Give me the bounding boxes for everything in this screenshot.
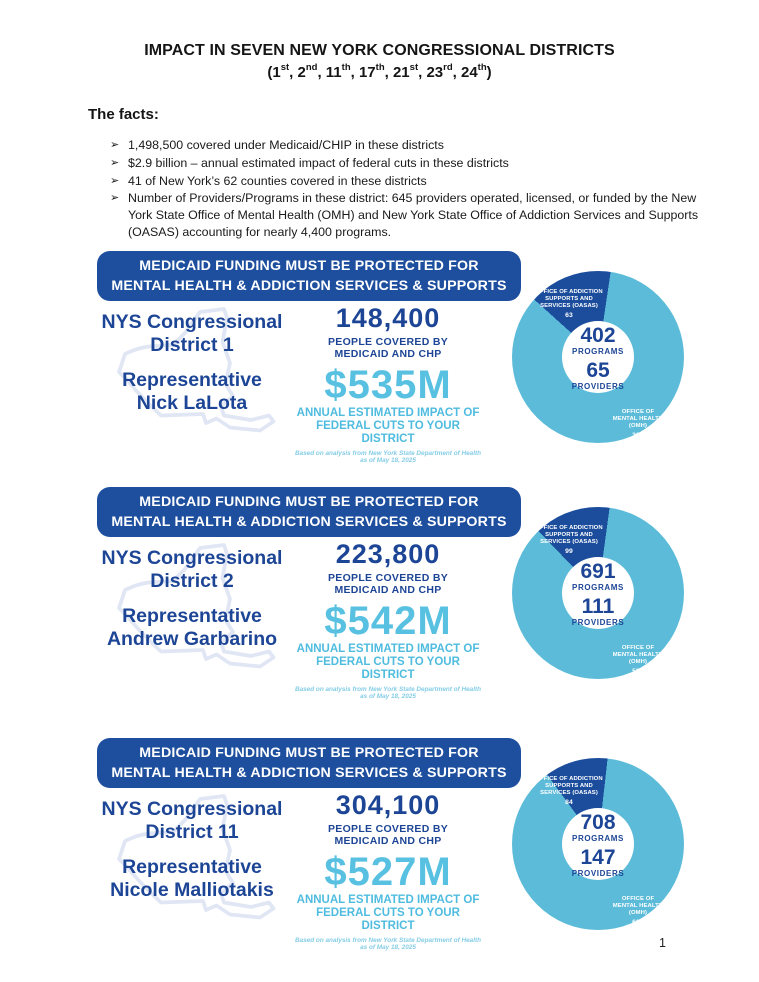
omh-value: 624 <box>632 918 644 926</box>
district-name-line: NYS Congressional <box>101 311 283 333</box>
banner-line: MENTAL HEALTH & ADDICTION SERVICES & SUPPORTS <box>111 514 507 530</box>
district-name-line: NYS Congressional <box>101 798 283 820</box>
banner-line: MEDICAID FUNDING MUST BE PROTECTED FOR <box>139 494 479 510</box>
omh-label-line: OFFICE OF <box>621 409 655 415</box>
programs-label: PROGRAMS <box>572 583 624 592</box>
programs-count: 402 <box>580 324 616 347</box>
covered-label-line: PEOPLE COVERED BY <box>327 336 449 348</box>
impact-label-line: ANNUAL ESTIMATED IMPACT OF <box>296 643 480 655</box>
omh-label-line: (OMH) <box>628 423 648 430</box>
omh-slice-label <box>604 896 672 926</box>
district-section-1 <box>0 251 759 464</box>
providers-count: 65 <box>586 359 610 382</box>
impact-label <box>292 643 484 682</box>
district-identity <box>78 311 306 414</box>
oasas-label-line: SUPPORTS AND <box>545 532 593 539</box>
impact-label-line: ANNUAL ESTIMATED IMPACT OF <box>296 894 480 906</box>
banner-line: MENTAL HEALTH & ADDICTION SERVICES & SUPPORTS <box>111 765 507 781</box>
covered-label-line: PEOPLE COVERED BY <box>327 572 449 584</box>
district-section-3 <box>0 738 759 951</box>
oasas-value: 63 <box>565 311 573 319</box>
subtitle-part: , 2 <box>289 64 306 81</box>
representative-line: Andrew Garbarino <box>106 627 278 650</box>
oasas-label-line: SUPPORTS AND <box>545 296 593 303</box>
omh-label-line: MENTAL HEALTH <box>612 416 664 423</box>
district-stats <box>292 792 484 951</box>
district-name-line: District 1 <box>150 333 234 356</box>
impact-amount: $527M <box>324 850 452 894</box>
district-name-line: District 2 <box>150 569 234 592</box>
omh-label-line: MENTAL HEALTH <box>612 903 664 910</box>
providers-count: 111 <box>581 595 615 618</box>
covered-count: 148,400 <box>335 303 441 333</box>
oasas-label-line: SERVICES (OASAS) <box>540 790 598 797</box>
covered-label-line: MEDICAID AND CHP <box>334 584 442 596</box>
medicaid-protection-banner <box>97 487 521 537</box>
representative-line: Representative <box>122 605 262 627</box>
subtitle-part: , 17 <box>350 64 376 81</box>
impact-label-line: FEDERAL CUTS TO YOUR DISTRICT <box>316 656 460 681</box>
programs-label: PROGRAMS <box>572 834 624 843</box>
subtitle-sup: st <box>409 62 419 73</box>
impact-label-line: ANNUAL ESTIMATED IMPACT OF <box>296 407 480 419</box>
source-note: Based on analysis from New York State Department of Health as of May 18, 2025 <box>294 937 482 951</box>
subtitle-part: ) <box>486 64 492 81</box>
facts-heading: The facts: <box>88 106 159 123</box>
oasas-label-line: OFFICE OF ADDICTION <box>535 289 603 295</box>
impact-label <box>292 894 484 933</box>
covered-label <box>292 336 484 360</box>
district-name <box>78 798 306 843</box>
covered-label <box>292 823 484 847</box>
subtitle-sup: th <box>375 62 385 73</box>
oasas-slice-label <box>518 525 620 555</box>
bullet-arrow-icon: ➢ <box>110 139 120 151</box>
banner-line: MEDICAID FUNDING MUST BE PROTECTED FOR <box>139 258 479 274</box>
providers-label: PROVIDERS <box>571 618 625 627</box>
representative-line: Nick LaLota <box>136 391 248 414</box>
omh-label-line: OFFICE OF <box>621 896 655 902</box>
impact-label <box>292 407 484 446</box>
providers-label: PROVIDERS <box>571 869 625 878</box>
oasas-label-line: SUPPORTS AND <box>545 783 593 790</box>
programs-donut-chart <box>512 271 684 443</box>
subtitle-part: , 21 <box>384 64 410 81</box>
impact-label-line: FEDERAL CUTS TO YOUR DISTRICT <box>316 420 460 445</box>
programs-count: 708 <box>580 811 616 834</box>
subtitle-sup: nd <box>305 62 318 73</box>
oasas-slice-label <box>518 289 620 319</box>
programs-count: 691 <box>580 560 616 583</box>
programs-donut-chart <box>512 758 684 930</box>
subtitle-sup: rd <box>443 62 453 73</box>
subtitle-sup: th <box>341 62 351 73</box>
covered-label-line: PEOPLE COVERED BY <box>327 823 449 835</box>
oasas-label-line: OFFICE OF ADDICTION <box>535 525 603 531</box>
representative-line: Representative <box>122 856 262 878</box>
representative-line: Representative <box>122 369 262 391</box>
fact-item <box>110 173 716 190</box>
representative-name <box>78 369 306 414</box>
banner-line: MENTAL HEALTH & ADDICTION SERVICES & SUPPORTS <box>111 278 507 294</box>
fact-text: $2.9 billion – annual estimated impact of federal cuts in these districts <box>128 155 509 170</box>
bullet-arrow-icon: ➢ <box>110 192 120 205</box>
district-identity <box>78 798 306 901</box>
omh-value: 339 <box>632 431 644 439</box>
subtitle-part: (1 <box>267 64 281 81</box>
district-name-line: District 11 <box>145 820 239 843</box>
donut-center <box>562 808 634 880</box>
omh-label-line: (OMH) <box>628 910 648 917</box>
district-stats <box>292 541 484 700</box>
page-subtitle <box>0 63 759 81</box>
district-stats <box>292 305 484 464</box>
fact-item <box>110 137 716 154</box>
omh-value: 592 <box>632 667 644 675</box>
district-name-line: NYS Congressional <box>101 547 283 569</box>
impact-amount: $535M <box>324 363 452 407</box>
district-name <box>78 311 306 356</box>
fact-text: Number of Providers/Programs in these district: 645 providers operated, licensed, or funded by the New York State Office of Mental Health (OMH) and New York State Office of Addiction Services and Supports (OASAS) accounting for nearly 4,400 programs. <box>128 191 699 239</box>
covered-count: 223,800 <box>335 539 441 569</box>
impact-label-line: FEDERAL CUTS TO YOUR DISTRICT <box>316 907 460 932</box>
covered-label <box>292 572 484 596</box>
fact-item <box>110 190 716 240</box>
source-note: Based on analysis from New York State Department of Health as of May 18, 2025 <box>294 686 482 700</box>
subtitle-sup: th <box>477 62 487 73</box>
subtitle-part: , 23 <box>418 64 444 81</box>
covered-label-line: MEDICAID AND CHP <box>334 835 442 847</box>
district-identity <box>78 547 306 650</box>
fact-item <box>110 155 716 172</box>
omh-slice-label <box>604 645 672 675</box>
oasas-label-line: OFFICE OF ADDICTION <box>535 776 603 782</box>
representative-name <box>78 605 306 650</box>
subtitle-part: , 11 <box>317 64 342 81</box>
donut-center <box>562 557 634 629</box>
oasas-label-line: SERVICES (OASAS) <box>540 303 598 310</box>
oasas-label-line: SERVICES (OASAS) <box>540 539 598 546</box>
omh-label-line: OFFICE OF <box>621 645 655 651</box>
omh-label-line: MENTAL HEALTH <box>612 652 664 659</box>
providers-label: PROVIDERS <box>571 382 625 391</box>
bullet-arrow-icon: ➢ <box>110 156 120 169</box>
district-section-2 <box>0 487 759 700</box>
covered-count: 304,100 <box>335 790 441 820</box>
fact-text: 1,498,500 covered under Medicaid/CHIP in these districts <box>128 138 444 152</box>
page-title: IMPACT IN SEVEN NEW YORK CONGRESSIONAL DISTRICTS <box>144 42 615 59</box>
oasas-value: 99 <box>565 547 573 555</box>
source-note: Based on analysis from New York State Department of Health as of May 18, 2025 <box>294 450 482 464</box>
covered-label-line: MEDICAID AND CHP <box>334 348 442 360</box>
omh-slice-label <box>604 409 672 439</box>
medicaid-protection-banner <box>97 251 521 301</box>
banner-line: MEDICAID FUNDING MUST BE PROTECTED FOR <box>139 745 479 761</box>
representative-line: Nicole Malliotakis <box>110 878 274 901</box>
donut-center <box>562 321 634 393</box>
subtitle-part: , 24 <box>452 64 478 81</box>
fact-text: 41 of New York’s 62 counties covered in these districts <box>128 173 427 188</box>
subtitle-sup: st <box>280 62 290 73</box>
oasas-slice-label <box>518 776 620 806</box>
omh-label-line: (OMH) <box>628 659 648 666</box>
providers-count: 147 <box>580 846 616 869</box>
impact-amount: $542M <box>324 599 452 643</box>
bullet-arrow-icon: ➢ <box>110 174 120 187</box>
facts-list <box>110 137 716 242</box>
page-number: 1 <box>659 936 666 950</box>
representative-name <box>78 856 306 901</box>
programs-label: PROGRAMS <box>572 347 624 356</box>
medicaid-protection-banner <box>97 738 521 788</box>
district-name <box>78 547 306 592</box>
programs-donut-chart <box>512 507 684 679</box>
oasas-value: 84 <box>565 798 573 806</box>
